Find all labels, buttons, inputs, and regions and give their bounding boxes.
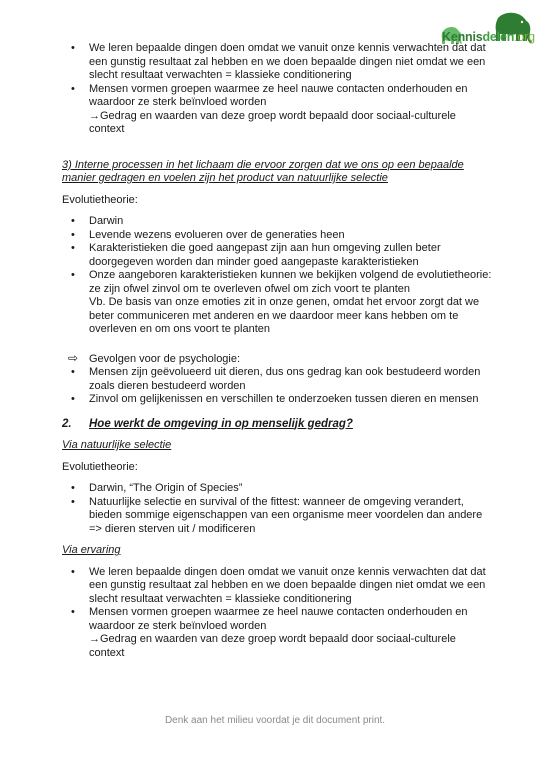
- logo-part-kennis: Kennis: [442, 30, 483, 44]
- list-item-text: Mensen vormen groepen waarmee ze heel nauwe contacten onderhouden en waardoor ze sterk beïnvloed worden: [89, 606, 468, 632]
- section-3-bullet-list: [62, 215, 492, 337]
- arrow-line: →Gedrag en waarden van deze groep wordt bepaald door sociaal-culturele context: [89, 633, 456, 659]
- list-item: • Karakteristieken die goed aangepast zijn aan hun omgeving zullen beter doorgegeven worden dan minder goed aangepaste karakteristieken: [62, 242, 492, 269]
- top-bullet-list: [62, 42, 492, 137]
- list-item: • Natuurlijke selectie en survival of the fittest: wanneer de omgeving verandert, bieden sommige eigenschappen van een organisme meer voordelen dan andere => dieren sterven uit / modificeren: [62, 496, 492, 537]
- example-text: Vb. De basis van onze emoties zit in onze genen, omdat het ervoor zorgt dat we beter communiceren met anderen en we daardoor meer kans hebben om te overleven en om ons voort te planten: [89, 296, 480, 335]
- section-number: 2.: [62, 417, 72, 430]
- arrow-line: →Gedrag en waarden van deze groep wordt bepaald door sociaal-culturele context: [89, 109, 456, 135]
- section-2-heading: [62, 418, 492, 432]
- section-2-title: Hoe werkt de omgeving in op menselijk gedrag?: [89, 417, 353, 430]
- evolution-theory-label: Evolutietheorie:: [62, 193, 138, 206]
- list-item: • Darwin, “The Origin of Species”: [62, 482, 492, 496]
- page-footer: Denk aan het milieu voordat je dit document print.: [164, 715, 386, 726]
- evolution-theory-label-2: Evolutietheorie:: [62, 460, 138, 473]
- list-item: • Mensen zijn geëvolueerd uit dieren, dus ons gedrag kan ook bestudeerd worden zoals dieren bestudeerd worden: [62, 366, 492, 393]
- logo-part-org: .org: [514, 30, 535, 44]
- natural-selection-list: [62, 482, 492, 536]
- list-item: • Levende wezens evolueren over de generaties heen: [62, 229, 492, 243]
- consequences-item: [62, 350, 492, 367]
- natural-selection-heading: Via natuurlijke selectie: [62, 439, 172, 451]
- list-item: • Zinvol om gelijkenissen en verschillen te onderzoeken tussen dieren en mensen: [62, 393, 492, 407]
- list-item: [62, 606, 492, 660]
- experience-heading: Via ervaring: [62, 544, 121, 556]
- section-3-heading: 3) Interne processen in het lichaam die ervoor zorgen dat we ons op een bepaalde manier gedragen en voelen zijn het product van natuurlijke selectie: [62, 158, 464, 184]
- consequences-label: Gevolgen voor de psychologie:: [89, 352, 241, 365]
- list-item: • Darwin: [62, 215, 492, 229]
- consequences-list: [62, 366, 492, 407]
- hollow-arrow-icon: ⇨: [68, 350, 79, 365]
- list-item: • We leren bepaalde dingen doen omdat we vanuit onze kennis verwachten dat dat een gunstig resultaat zal hebben en we doen bepaalde dingen niet omdat we een slecht resultaat verwachten = klassieke conditionering: [62, 566, 492, 607]
- document-body: [62, 42, 492, 660]
- experience-list: [62, 566, 492, 661]
- list-item-text: Mensen vormen groepen waarmee ze heel nauwe contacten onderhouden en waardoor ze sterk beïnvloed worden: [89, 82, 468, 108]
- list-item: [62, 269, 492, 337]
- logo-part-delen: delen: [482, 30, 515, 44]
- list-item-text: Onze aangeboren karakteristieken kunnen we bekijken volgend de evolutietheorie: ze zijn ofwel zinvol om te overleven ofwel om zich voort te planten: [89, 269, 492, 295]
- list-item: • We leren bepaalde dingen doen omdat we vanuit onze kennis verwachten dat dat een gunstig resultaat zal hebben en we doen bepaalde dingen niet omdat we een slecht resultaat verwachten = klassieke conditionering: [62, 42, 492, 83]
- list-item: [62, 83, 492, 137]
